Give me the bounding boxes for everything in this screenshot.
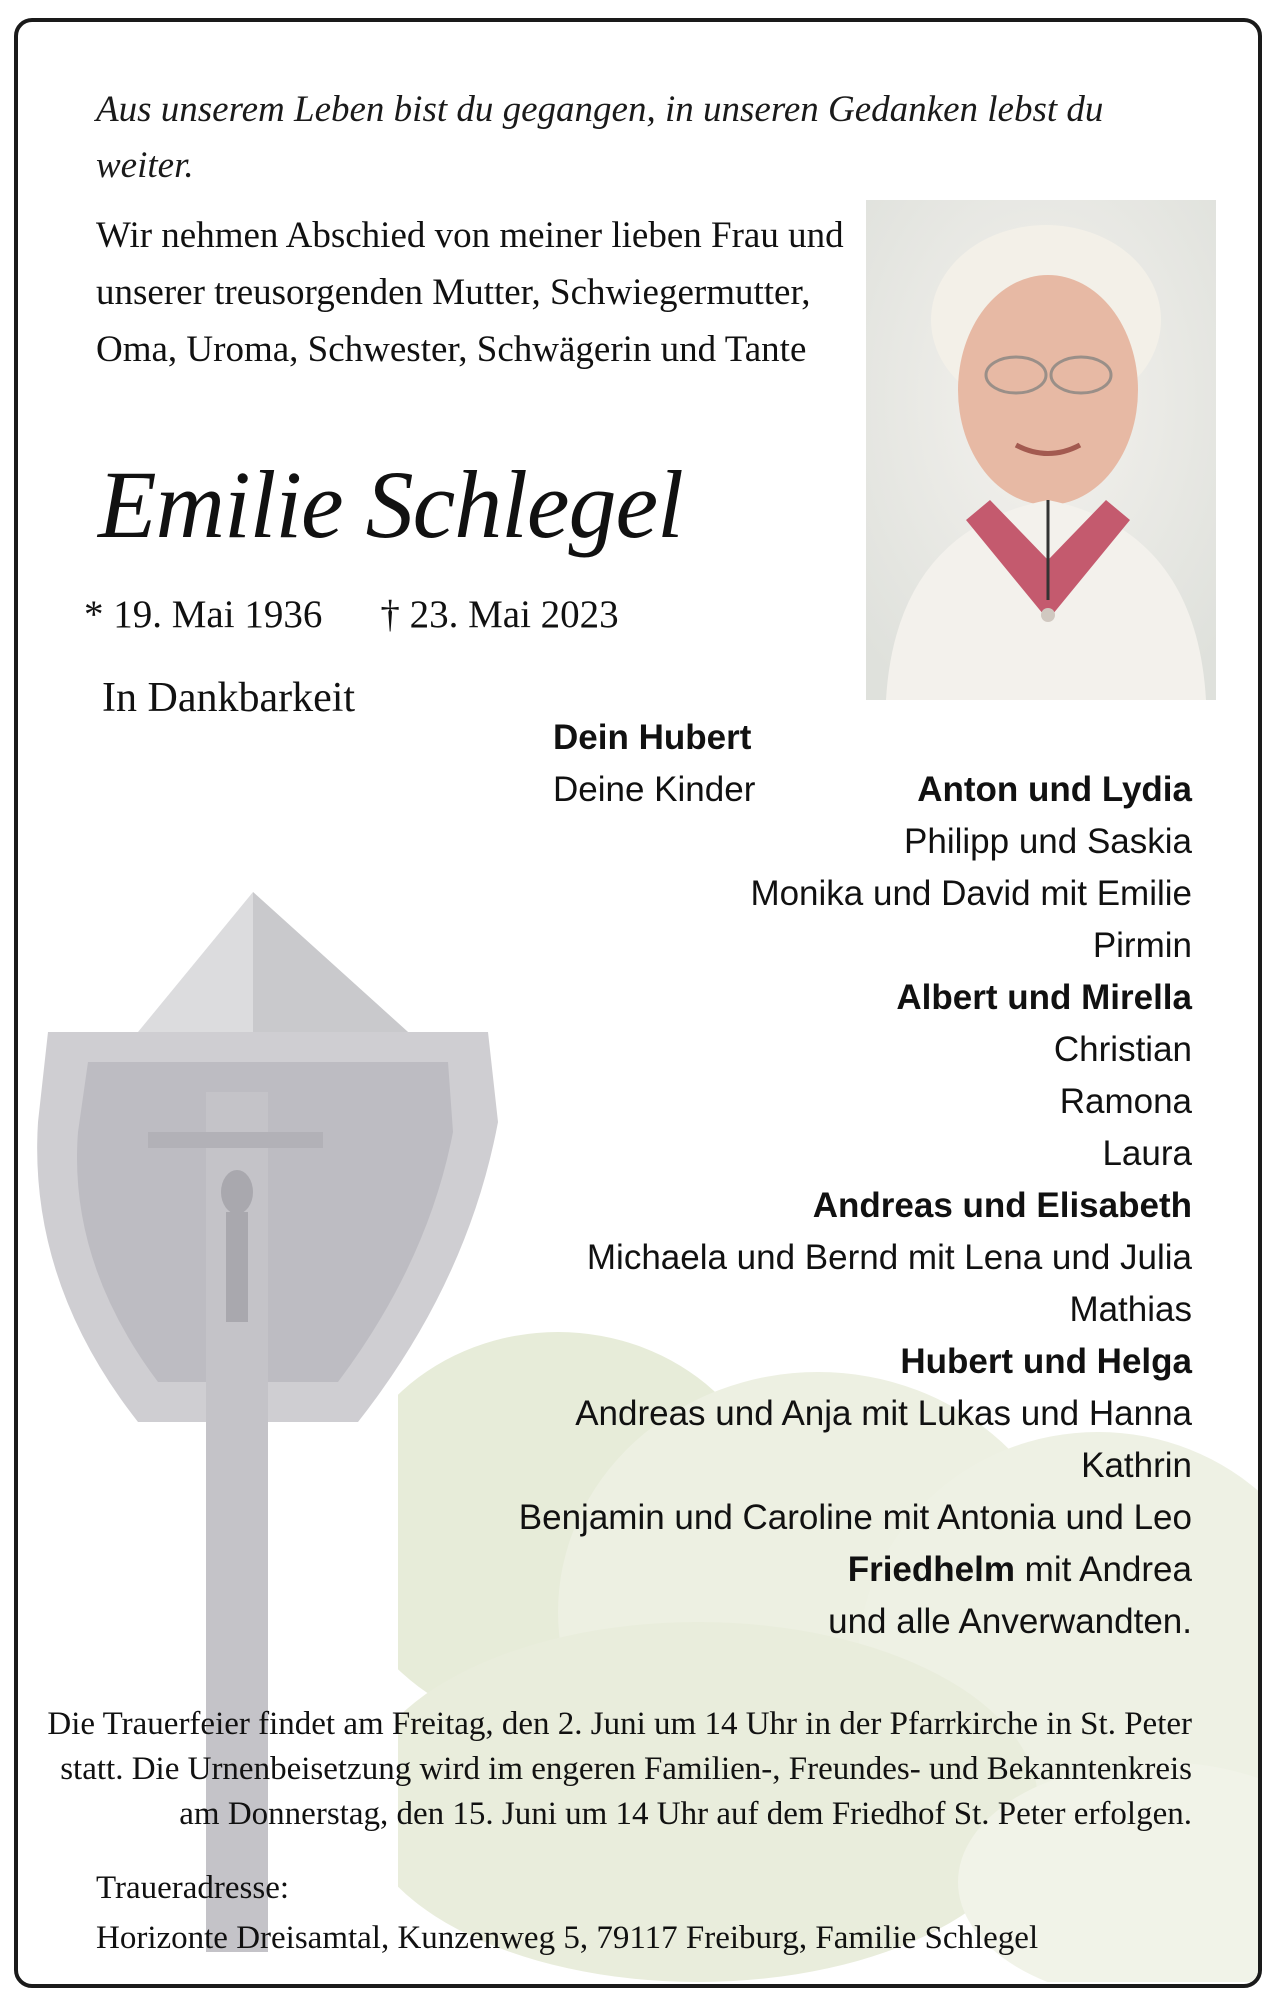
obituary-frame: [14, 18, 1262, 1988]
family-head: Andreas und Elisabeth: [812, 1186, 1192, 1225]
family-member: Laura: [1102, 1134, 1192, 1173]
family-member: Christian: [1053, 1030, 1192, 1069]
mourning-address: Horizonte Dreisamtal, Kunzenweg 5, 79117 Freiburg, Familie Schlegel: [96, 1920, 1039, 1956]
signature-children-label: Deine Kinder: [553, 770, 756, 809]
family-member: Mathias: [1069, 1290, 1192, 1329]
address-label: Traueradresse:: [96, 1870, 290, 1906]
family-head: Albert und Mirella: [896, 978, 1192, 1017]
family-member: Philipp und Saskia: [904, 822, 1192, 861]
sibling-name: Friedhelm: [847, 1550, 1015, 1589]
motto: Aus unserem Leben bist du gegangen, in unseren Gedanken lebst du weiter.: [96, 89, 1104, 186]
family-head: Anton und Lydia: [917, 770, 1192, 809]
signature-spouse: Dein Hubert: [553, 718, 752, 757]
gratitude-heading: In Dankbarkeit: [102, 675, 356, 721]
family-member: Kathrin: [1081, 1446, 1192, 1485]
family-member: Ramona: [1059, 1082, 1192, 1121]
intro-text: Wir nehmen Abschied von meiner lieben Frau und unserer treusorgenden Mutter, Schwiegermutter, Oma, Uroma, Schwester, Schwägerin und Tante: [96, 215, 844, 370]
family-member: Benjamin und Caroline mit Antonia und Leo: [518, 1498, 1192, 1537]
deceased-name: Emilie Schlegel: [98, 451, 683, 558]
family-member: Pirmin: [1092, 926, 1192, 965]
funeral-service-text: Die Trauerfeier findet am Freitag, den 2. Juni um 14 Uhr in der Pfarrkirche in St. Peter statt. Die Urnenbeisetzung wird im engeren Familien-, Freundes- und Bekanntenkreis am Donnerstag, den 15. Juni um 14 Uhr auf dem Friedhof St. Peter erfolgen.: [47, 1706, 1192, 1832]
sibling-partner: mit Andrea: [1014, 1550, 1192, 1589]
birth-date: * 19. Mai 1936: [84, 593, 323, 636]
family-member: Michaela und Bernd mit Lena und Julia: [586, 1238, 1192, 1277]
relatives-line: und alle Anverwandten.: [828, 1602, 1192, 1641]
family-head: Hubert und Helga: [900, 1342, 1192, 1381]
family-member: Andreas und Anja mit Lukas und Hanna: [575, 1394, 1192, 1433]
portrait-photo: [866, 200, 1216, 700]
sibling-line: [848, 1544, 1192, 1596]
life-dates: [84, 592, 677, 637]
death-date: † 23. Mai 2023: [380, 593, 619, 636]
family-member: Monika und David mit Emilie: [750, 874, 1192, 913]
